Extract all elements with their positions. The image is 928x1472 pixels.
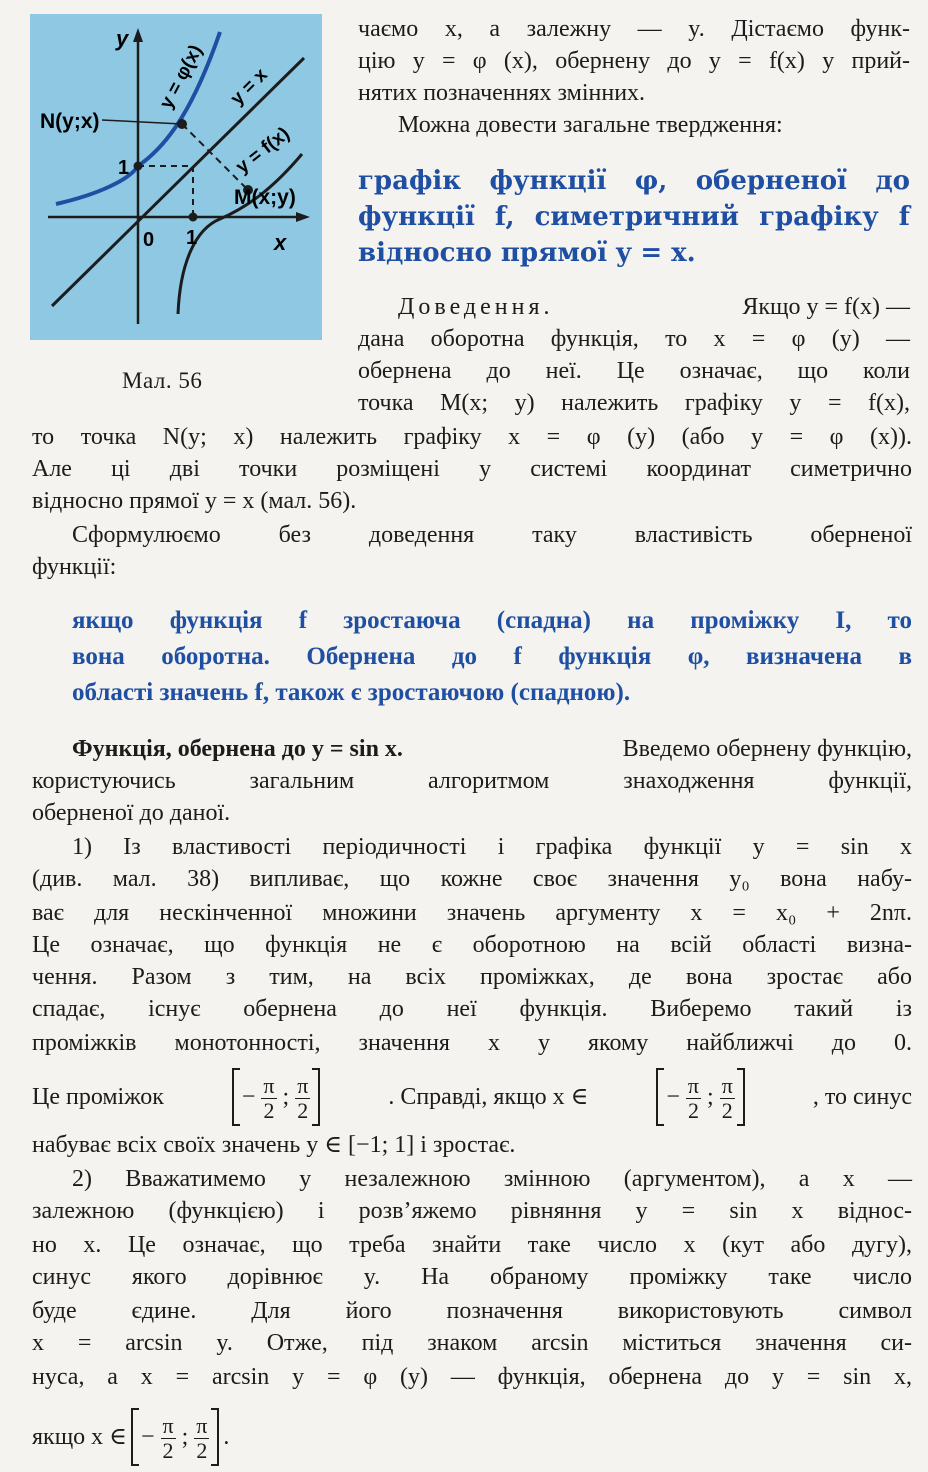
fraction (686, 1074, 701, 1123)
separator: ; (707, 1084, 714, 1110)
theorem-line: відносно прямої y = x. (358, 238, 696, 268)
text-line: 1) Із властивості періодичності і графіка функції y = sin x (72, 834, 912, 860)
final-text: якщо x ∈ (32, 1424, 127, 1450)
text-line: оберненої до даної. (32, 800, 231, 826)
text-line: нуса, а x = arcsin y = φ (y) — функція, обернена до y = sin x, (32, 1364, 912, 1390)
separator: ; (181, 1424, 189, 1450)
text-line: (див. мал. 38) випливає, що кожне своє значення y₀ вона набу- (32, 866, 912, 892)
text-line: користуючись загальним алгоритмом знаходження функції, (32, 768, 912, 794)
minus-sign: − (666, 1084, 680, 1110)
minus-sign: − (140, 1424, 155, 1450)
text-line: ває для нескінченної множини значень аргументу x = x₀ + 2nπ. (32, 900, 912, 926)
proof-heading: Доведення. (398, 294, 554, 320)
proof-text: Якщо y = f(x) — (742, 294, 910, 320)
text-line: Можна довести загальне твердження: (398, 112, 783, 138)
label-n: N(y;x) (40, 110, 100, 133)
y-axis-arrow-icon (133, 28, 143, 42)
label-one-y: 1 (118, 157, 130, 179)
proof-line (398, 292, 910, 322)
text-line: но x. Це означає, що треба знайти таке число x (кут або дугу), (32, 1232, 912, 1258)
interval-line (32, 1066, 912, 1128)
frac-den: 2 (721, 1097, 733, 1123)
figure-56 (30, 14, 322, 340)
text-line: то точка N(y; x) належить графіку x = φ (y) (або y = φ (x)). (32, 424, 912, 450)
text-line: нятих позначеннях змінних. (358, 80, 646, 106)
frac-den: 2 (263, 1097, 275, 1123)
fraction (194, 1414, 209, 1463)
text-line: набуває всіх своїх значень y ∈ [−1; 1] і зростає. (32, 1132, 516, 1158)
frac-num: π (196, 1412, 208, 1438)
text-line: 2) Вважатимемо y незалежною змінною (аргументом), а x — (72, 1166, 912, 1192)
interval-bracket (131, 1408, 219, 1466)
frac-den: 2 (687, 1097, 699, 1123)
label-x-axis: x (274, 230, 287, 255)
section-heading: Функція, обернена до y = sin x. (72, 736, 403, 762)
figure-caption: Мал. 56 (122, 368, 203, 393)
interval-text-3: , то синус (812, 1084, 912, 1110)
section-text: Введемо обернену функцію, (622, 736, 912, 762)
fraction (261, 1074, 276, 1123)
frac-den: 2 (162, 1437, 174, 1463)
interval-bracket (656, 1068, 744, 1126)
frac-num: π (297, 1072, 309, 1098)
frac-den: 2 (297, 1097, 309, 1123)
label-phi: y = φ(x) (155, 41, 207, 113)
final-line (32, 1406, 229, 1468)
label-identity: y = x (226, 64, 272, 110)
text-line: чаємо x, а залежну — y. Дістаємо функ- (358, 16, 910, 42)
frac-num: π (162, 1412, 174, 1438)
text-line: відносно прямої y = x (мал. 56). (32, 488, 357, 514)
label-one-x: 1 (186, 227, 198, 249)
theorem-line: графік функції φ, оберненої до (358, 166, 910, 196)
fraction (720, 1074, 735, 1123)
x-axis-arrow-icon (296, 212, 310, 222)
text-line: Але ці дві точки розміщені у системі координат симетрично (32, 456, 912, 482)
text-line: функції: (32, 554, 117, 580)
label-y-axis: y (116, 26, 129, 51)
interval-text-1: Це проміжок (32, 1084, 164, 1110)
fraction (295, 1074, 310, 1123)
label-origin: 0 (143, 229, 155, 251)
graph-svg (30, 14, 322, 340)
text-line: точка M(x; y) належить графіку y = f(x), (358, 390, 910, 416)
text-line: чення. Разом з тим, на всіх проміжках, де вона зростає або (32, 964, 912, 990)
theorem-line: функції f, симетричний графіку f (358, 202, 910, 232)
property-line: якщо функція f зростаюча (спадна) на проміжку I, то (72, 607, 912, 634)
text-line: цію y = φ (x), обернену до y = f(x) у прий- (358, 48, 910, 74)
text-line: дана оборотна функція, то x = φ (y) — (358, 326, 910, 352)
point-n (177, 119, 187, 129)
n-pointer (102, 120, 182, 124)
text-line: спадає, існує обернена до неї функція. Виберемо такий із (32, 996, 912, 1022)
interval-text-2: . Справді, якщо x ∈ (388, 1084, 589, 1110)
frac-num: π (687, 1072, 700, 1098)
text-line: Сформулюємо без доведення таку властивість оберненої (72, 522, 912, 548)
property-line: вона оборотна. Обернена до f функція φ, визначена в (72, 643, 912, 670)
text-line: проміжків монотонності, значення x у якому найближчі до 0. (32, 1030, 912, 1056)
text-line: Це означає, що функція не є оборотною на всій області визна- (32, 932, 912, 958)
property-line: області значень f, також є зростаючою (спадною). (72, 679, 631, 706)
point-one-x (189, 213, 198, 222)
frac-num: π (263, 1072, 275, 1098)
separator: ; (282, 1084, 290, 1110)
label-m: M(x;y) (234, 186, 296, 209)
minus-sign: − (241, 1084, 256, 1110)
text-line: обернена до неї. Це означає, що коли (358, 358, 910, 384)
frac-num: π (721, 1072, 733, 1098)
fraction (161, 1414, 176, 1463)
label-f: y = f(x) (232, 123, 294, 178)
point-one-y (134, 162, 143, 171)
text-line: x = arcsin y. Отже, під знаком arcsin міститься значення си- (32, 1330, 912, 1356)
text-line: синус якого дорівнює y. На обраному проміжку таке число (32, 1264, 912, 1290)
final-period: . (223, 1424, 230, 1450)
frac-den: 2 (196, 1437, 208, 1463)
text-line: буде єдине. Для його позначення використовують символ (32, 1298, 912, 1324)
section-line (72, 734, 912, 764)
text-line: залежною (функцією) і розв’яжемо рівняння y = sin x віднос- (32, 1198, 912, 1224)
interval-bracket (232, 1068, 320, 1126)
